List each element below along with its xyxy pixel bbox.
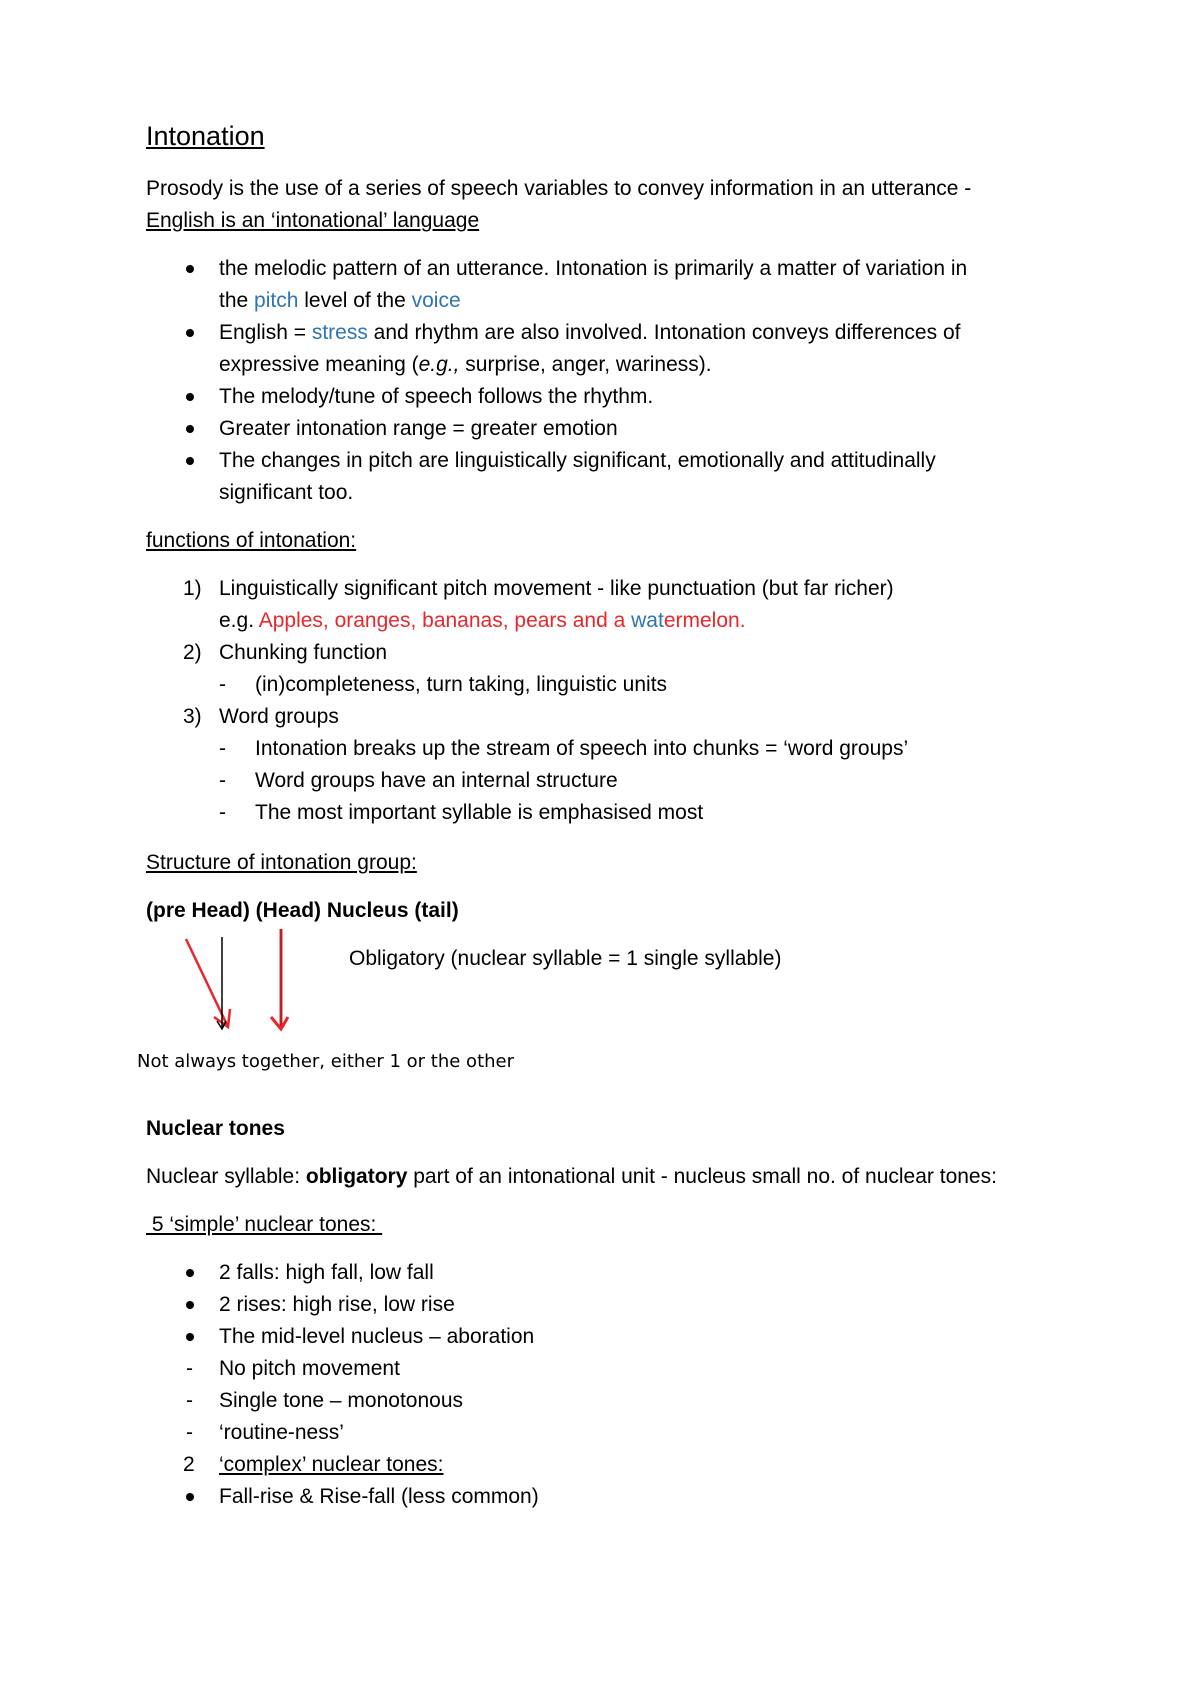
simple-tones-heading: 5 ‘simple’ nuclear tones: bbox=[146, 1213, 383, 1236]
intro-line-2: English is an ‘intonational’ language bbox=[146, 209, 480, 232]
bullet-dot bbox=[186, 457, 194, 465]
structure-arrows bbox=[170, 925, 330, 1035]
structure-heading: Structure of intonation group: bbox=[146, 851, 417, 874]
falls-item: 2 falls: high fall, low fall bbox=[219, 1261, 434, 1284]
page-title: Intonation bbox=[146, 121, 265, 151]
midlevel-item: The mid-level nucleus – aboration bbox=[219, 1325, 535, 1348]
pitch-word: pitch bbox=[254, 289, 299, 312]
function-3-sub-1: Intonation breaks up the stream of speech into chunks = ‘word groups’ bbox=[255, 737, 909, 760]
functions-heading: functions of intonation: bbox=[146, 529, 357, 552]
dash-item-2: Single tone – monotonous bbox=[219, 1389, 464, 1412]
function-2-label: Chunking function bbox=[219, 641, 388, 664]
intro-line-1: Prosody is the use of a series of speech variables to convey information in an utterance - bbox=[146, 177, 972, 200]
dash-marker: - bbox=[186, 1421, 193, 1444]
function-1-number: 1) bbox=[183, 577, 202, 600]
voice-word: voice bbox=[411, 289, 461, 312]
bullet-5-line-1: The changes in pitch are linguistically significant, emotionally and attitudinally bbox=[219, 449, 936, 472]
bullet-dot bbox=[186, 265, 194, 273]
bullet-dot bbox=[186, 393, 194, 401]
function-2-sub-1: (in)completeness, turn taking, linguistic units bbox=[255, 673, 668, 696]
bullet-dot bbox=[186, 425, 194, 433]
dash-marker: - bbox=[219, 801, 226, 824]
bullet-dot bbox=[186, 1493, 194, 1501]
complex-item: Fall-rise & Rise-fall (less common) bbox=[219, 1485, 539, 1508]
function-3-number: 3) bbox=[183, 705, 202, 728]
complex-tones-heading: ‘complex’ nuclear tones: bbox=[219, 1453, 444, 1476]
function-3-label: Word groups bbox=[219, 705, 339, 728]
complex-number: 2 bbox=[183, 1453, 195, 1476]
bullet-5-line-2: significant too. bbox=[219, 481, 354, 504]
bullet-1-line-2: the pitch level of the voice bbox=[219, 289, 461, 312]
bullet-2-line-2: expressive meaning (e.g., surprise, anger, wariness). bbox=[219, 353, 712, 376]
bullet-dot bbox=[186, 1333, 194, 1341]
function-3-sub-2: Word groups have an internal structure bbox=[255, 769, 618, 792]
bullet-dot bbox=[186, 329, 194, 337]
bullet-2-line-1: English = stress and rhythm are also involved. Intonation conveys differences of bbox=[219, 321, 961, 344]
dash-marker: - bbox=[186, 1357, 193, 1380]
function-1-example: e.g. Apples, oranges, bananas, pears and a watermelon. bbox=[219, 609, 746, 632]
function-2-number: 2) bbox=[183, 641, 202, 664]
obligatory-note: Obligatory (nuclear syllable = 1 single syllable) bbox=[349, 947, 782, 970]
nuclear-syllable-line: Nuclear syllable: obligatory part of an intonational unit - nucleus small no. of nuclear tones: bbox=[146, 1165, 997, 1188]
function-1-label: Linguistically significant pitch movement - like punctuation (but far richer) bbox=[219, 577, 894, 600]
function-3-sub-3: The most important syllable is emphasised most bbox=[255, 801, 704, 824]
nuclear-heading: Nuclear tones bbox=[146, 1117, 285, 1140]
dash-item-3: ‘routine-ness’ bbox=[219, 1421, 344, 1444]
structure-formula: (pre Head) (Head) Nucleus (tail) bbox=[146, 899, 459, 922]
rises-item: 2 rises: high rise, low rise bbox=[219, 1293, 455, 1316]
dash-marker: - bbox=[219, 737, 226, 760]
bullet-4: Greater intonation range = greater emotion bbox=[219, 417, 618, 440]
dash-marker: - bbox=[219, 769, 226, 792]
bullet-dot bbox=[186, 1301, 194, 1309]
stress-word: stress bbox=[311, 321, 368, 344]
bullet-3: The melody/tune of speech follows the rhythm. bbox=[219, 385, 654, 408]
bullet-1-line-1: the melodic pattern of an utterance. Intonation is primarily a matter of variation in bbox=[219, 257, 968, 280]
together-note: Not always together, either 1 or the other bbox=[137, 1051, 515, 1072]
dash-marker: - bbox=[186, 1389, 193, 1412]
dash-item-1: No pitch movement bbox=[219, 1357, 400, 1380]
dash-marker: - bbox=[219, 673, 226, 696]
bullet-dot bbox=[186, 1269, 194, 1277]
